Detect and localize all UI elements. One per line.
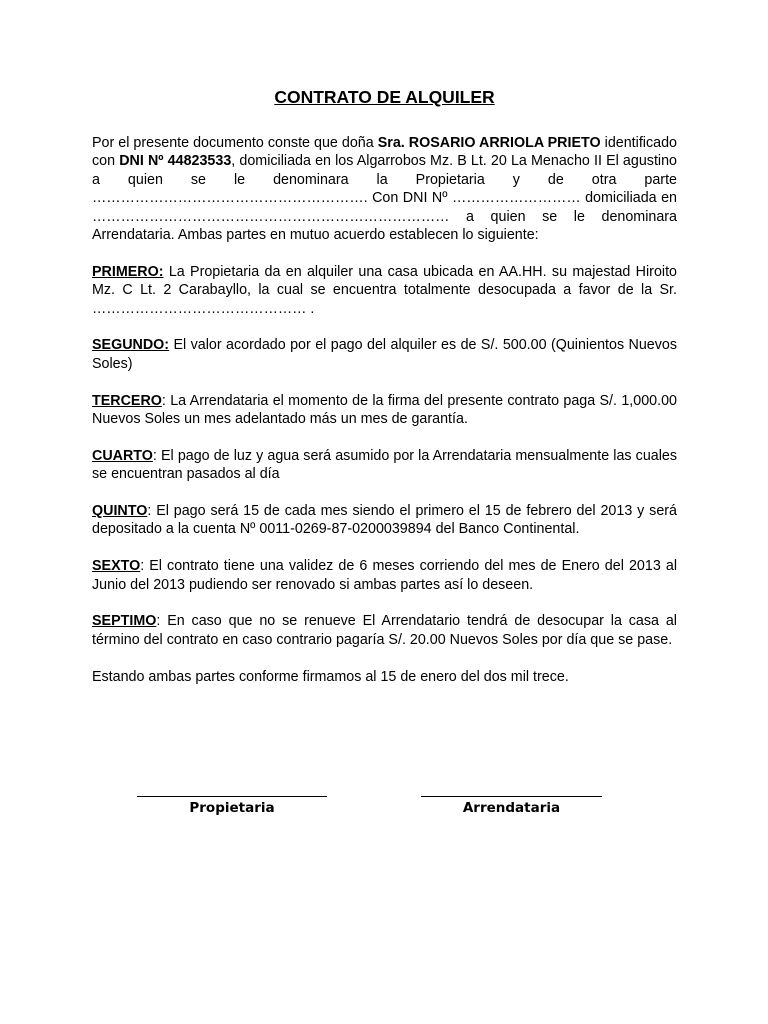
signature-arrendataria <box>421 786 602 817</box>
owner-dni: DNI Nº 44823533 <box>119 153 232 170</box>
intro-text-3: , domiciliada en los Algarrobos Mz. B Lt. 20 La Menacho II El agustino a quien se le denominara la Propietaria y de otra parte …………………………………………………. Con DNI Nº ……………………… domiciliada en ………………………………………………………………… a quien se le denominara Arrendataria. Ambas partes en mutuo acuerdo establecen lo siguiente: <box>92 153 677 244</box>
clause-quinto <box>92 502 677 539</box>
signature-label: Propietaria <box>189 800 275 816</box>
signature-line <box>421 786 602 797</box>
clause-label: SEGUNDO: <box>92 337 170 354</box>
clause-text: : El pago será 15 de cada mes siendo el primero el 15 de febrero del 2013 y será depositado a la cuenta Nº 0011-0269-87-0200039894 del Banco Continental. <box>92 503 677 538</box>
document-title: CONTRATO DE ALQUILER <box>274 87 495 107</box>
signature-block <box>0 786 768 826</box>
clause-sexto <box>92 557 677 594</box>
clause-primero <box>92 263 677 318</box>
clause-text: : El pago de luz y agua será asumido por la Arrendataria mensualmente las cuales se encuentran pasados al día <box>92 447 677 483</box>
clause-septimo <box>92 612 677 649</box>
clause-segundo <box>92 336 677 373</box>
document-body <box>92 134 677 686</box>
owner-name: Sra. ROSARIO ARRIOLA PRIETO <box>377 135 601 151</box>
intro-paragraph <box>92 134 677 244</box>
clause-label: QUINTO <box>92 503 148 520</box>
clause-label: TERCERO <box>92 392 162 409</box>
closing-paragraph: Estando ambas partes conforme firmamos al 15 de enero del dos mil trece. <box>92 668 569 685</box>
clause-label: SEPTIMO <box>92 613 157 630</box>
intro-text-2: identificado con <box>92 135 677 170</box>
clause-text: La Propietaria da en alquiler una casa ubicada en AA.HH. su majestad Hiroito Mz. C Lt. 2 Carabayllo, la cual se encuentra totalmente desocupada a favor de la Sr. ……………………………………… . <box>92 263 677 317</box>
clause-text: El valor acordado por el pago del alquiler es de S/. 500.00 (Quinientos Nuevos Soles) <box>92 337 677 372</box>
clause-text: : En caso que no se renueve El Arrendatario tendrá de desocupar la casa al término del contrato en caso contrario pagaría S/. 20.00 Nuevos Soles por día que se pase. <box>92 613 677 648</box>
signature-label: Arrendataria <box>462 800 561 816</box>
intro-text-1: Por el presente documento conste que doña <box>92 135 378 151</box>
clause-label: CUARTO <box>92 447 153 464</box>
clause-tercero <box>92 392 677 429</box>
clause-text: : El contrato tiene una validez de 6 meses corriendo del mes de Enero del 2013 al Junio del 2013 pudiendo ser renovado si ambas partes así lo deseen. <box>92 558 677 593</box>
clause-label: PRIMERO: <box>92 263 164 280</box>
signature-propietaria <box>137 786 327 817</box>
clause-cuarto <box>92 447 677 484</box>
clause-text: : La Arrendataria el momento de la firma del presente contrato paga S/. 1,000.00 Nuevos Soles un mes adelantado más un mes de garantía. <box>92 392 677 428</box>
clause-label: SEXTO <box>92 558 141 575</box>
signature-line <box>137 786 327 797</box>
